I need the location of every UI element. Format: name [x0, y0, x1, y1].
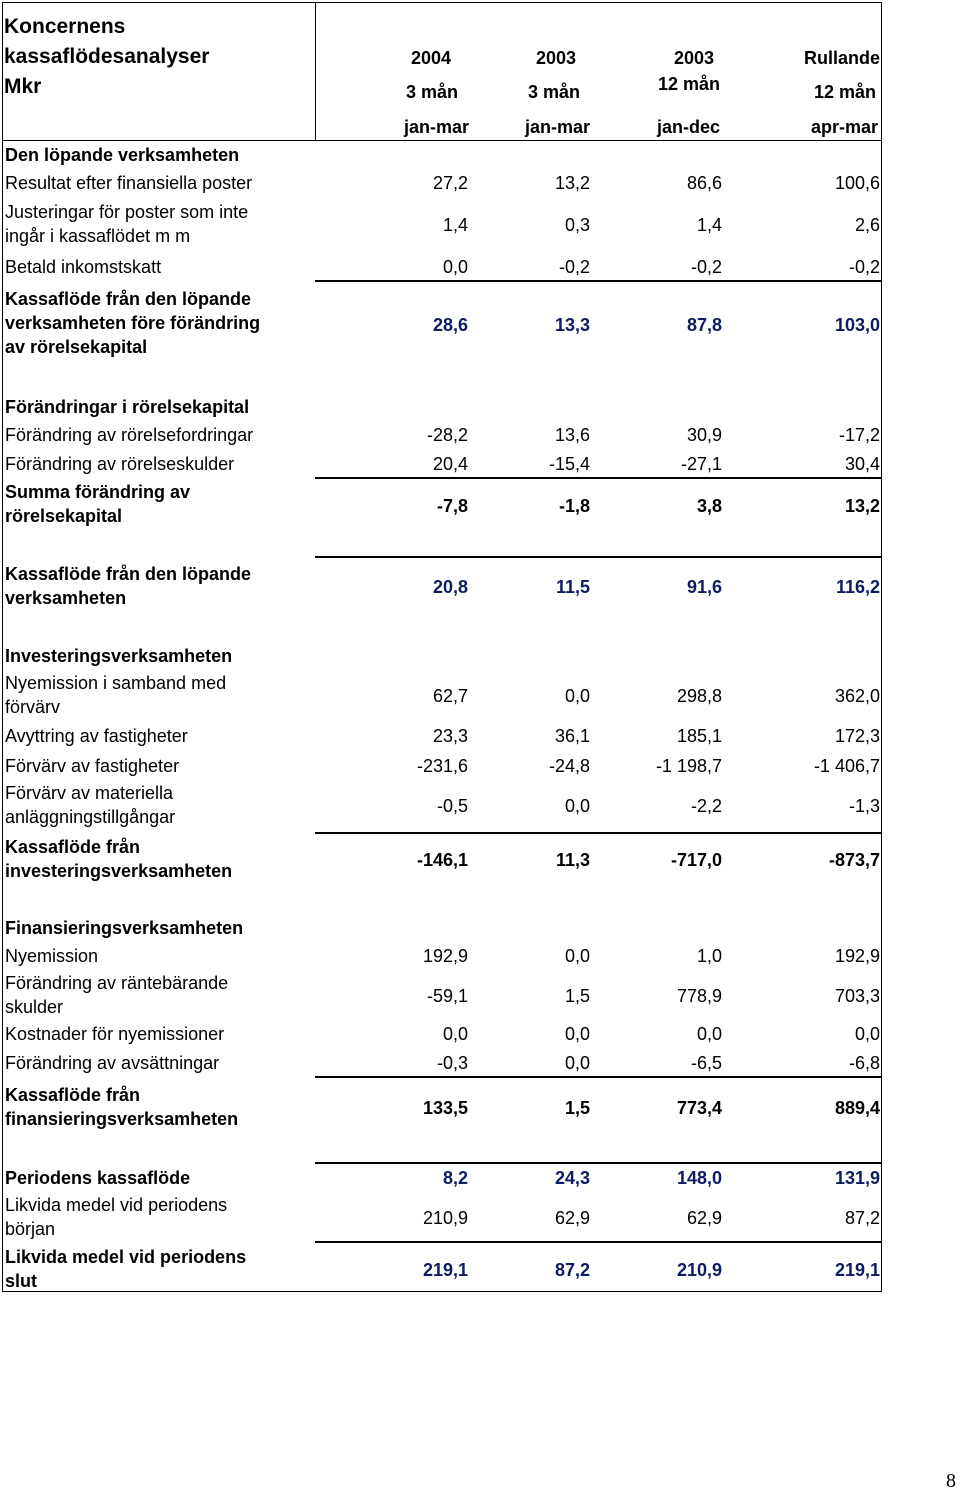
cell-value: 23,3 [432, 726, 468, 746]
cell-value: -6,8 [848, 1053, 880, 1073]
cell-value: 11,5 [555, 577, 590, 597]
cell-value: 0,0 [564, 1024, 590, 1044]
cell-value: 0,0 [854, 1024, 880, 1044]
cell-value: -15,4 [548, 454, 590, 474]
row-label-cont: rörelsekapital [5, 506, 123, 526]
cell-value: 210,9 [676, 1260, 722, 1280]
cell-value: 0,0 [696, 1024, 722, 1044]
cell-value: -7,8 [436, 496, 468, 516]
row-label: Periodens kassaflöde [5, 1168, 191, 1188]
cell-value: -24,8 [548, 756, 590, 776]
cell-value: -717,0 [670, 850, 722, 870]
col3-length: 12 mån [657, 74, 720, 94]
cell-value: 36,1 [554, 726, 590, 746]
cell-value: 1,4 [442, 215, 468, 235]
row-label: Förändring av rörelseskulder [5, 454, 235, 474]
cell-value: 62,7 [432, 686, 468, 706]
row-label: Betald inkomstskatt [5, 257, 162, 277]
cell-value: 298,8 [676, 686, 722, 706]
row-label: Förändringar i rörelsekapital [5, 397, 250, 417]
cell-value: -1,8 [558, 496, 590, 516]
cell-value: 0,0 [564, 946, 590, 966]
cell-value: 133,5 [422, 1098, 468, 1118]
row-label: Förändring av räntebärande [5, 973, 229, 993]
cell-value: 192,9 [422, 946, 468, 966]
row-label: Avyttring av fastigheter [5, 726, 188, 746]
table-title-line2: kassaflödesanalyser [4, 45, 210, 68]
cell-value: -0,2 [690, 257, 722, 277]
row-label-cont: verksamheten före förändring [5, 313, 261, 333]
row-separator [315, 1162, 882, 1164]
cell-value: 148,0 [676, 1168, 722, 1188]
row-label: Förvärv av materiella [5, 783, 174, 803]
row-label: Kassaflöde från den löpande [5, 564, 252, 584]
col2-year: 2003 [535, 48, 576, 68]
row-label: Förändring av rörelsefordringar [5, 425, 254, 445]
row-label-cont: början [5, 1219, 56, 1239]
cell-value: 20,4 [432, 454, 468, 474]
cell-value: 116,2 [835, 577, 880, 597]
cell-value: -27,1 [680, 454, 722, 474]
row-separator [315, 1076, 882, 1078]
row-separator [315, 477, 882, 479]
cell-value: 8,2 [442, 1168, 468, 1188]
col4-period: apr-mar [810, 117, 878, 137]
col4-length: 12 mån [813, 82, 876, 102]
row-label-cont: anläggningstillgångar [5, 807, 176, 827]
col3-year: 2003 [673, 48, 714, 68]
row-label: Likvida medel vid periodens [5, 1195, 228, 1215]
cell-value: -1 198,7 [655, 756, 722, 776]
cell-value: 0,0 [564, 686, 590, 706]
row-label: Kassaflöde från den löpande [5, 289, 252, 309]
cell-value: 20,8 [432, 577, 468, 597]
cell-value: 0,0 [442, 257, 468, 277]
row-label: Kassaflöde från [5, 1085, 141, 1105]
cell-value: 27,2 [432, 173, 468, 193]
row-separator [315, 556, 882, 558]
row-label-cont: förvärv [5, 697, 61, 717]
cell-value: 1,5 [564, 986, 590, 1006]
row-label-cont: skulder [5, 997, 64, 1017]
cell-value: -873,7 [828, 850, 880, 870]
cell-value: -17,2 [838, 425, 880, 445]
col1-length: 3 mån [405, 82, 458, 102]
row-label: Resultat efter finansiella poster [5, 173, 253, 193]
col2-period: jan-mar [524, 117, 590, 137]
row-label: Nyemission i samband med [5, 673, 227, 693]
col3-period: jan-dec [656, 117, 720, 137]
row-label-cont: finansieringsverksamheten [5, 1109, 239, 1129]
table-title-unit: Mkr [4, 75, 42, 98]
cell-value: 778,9 [676, 986, 722, 1006]
cell-value: 24,3 [554, 1168, 590, 1188]
row-label-cont: av rörelsekapital [5, 337, 148, 357]
cell-value: 13,2 [554, 173, 590, 193]
row-label: Förändring av avsättningar [5, 1053, 220, 1073]
cell-value: 889,4 [834, 1098, 880, 1118]
row-label: Finansieringsverksamheten [5, 918, 244, 938]
cell-value: 103,0 [834, 315, 880, 335]
cell-value: 13,6 [554, 425, 590, 445]
cell-value: 131,9 [834, 1168, 880, 1188]
cell-value: 11,3 [555, 850, 590, 870]
cell-value: 2,6 [854, 215, 880, 235]
row-label: Den löpande verksamheten [5, 145, 240, 165]
cell-value: 30,9 [686, 425, 722, 445]
row-label: Förvärv av fastigheter [5, 756, 180, 776]
cell-value: 185,1 [676, 726, 722, 746]
row-label-cont: verksamheten [5, 588, 127, 608]
cell-value: -1 406,7 [813, 756, 880, 776]
cell-value: 219,1 [422, 1260, 468, 1280]
cell-value: -2,2 [690, 796, 722, 816]
cell-value: 1,4 [696, 215, 722, 235]
cell-value: 87,2 [844, 1208, 880, 1228]
cell-value: 1,0 [696, 946, 722, 966]
cell-value: 62,9 [686, 1208, 722, 1228]
row-label: Justeringar för poster som inte [5, 202, 249, 222]
cell-value: 62,9 [554, 1208, 590, 1228]
cell-value: 13,3 [554, 315, 590, 335]
cell-value: 0,0 [564, 1053, 590, 1073]
row-separator [315, 280, 882, 282]
cell-value: -1,3 [848, 796, 880, 816]
cell-value: 773,4 [676, 1098, 722, 1118]
col1-period: jan-mar [403, 117, 469, 137]
header-divider-horizontal [2, 140, 882, 141]
cell-value: -146,1 [416, 850, 468, 870]
cell-value: 172,3 [834, 726, 880, 746]
page-number: 8 [946, 1470, 956, 1492]
cell-value: 362,0 [834, 686, 880, 706]
cell-value: 87,8 [686, 315, 722, 335]
cell-value: 0,0 [442, 1024, 468, 1044]
row-label: Summa förändring av [5, 482, 191, 502]
cell-value: 87,2 [554, 1260, 590, 1280]
row-label: Likvida medel vid periodens [5, 1247, 247, 1267]
cell-value: -231,6 [416, 756, 468, 776]
cell-value: 28,6 [432, 315, 468, 335]
cell-value: 210,9 [422, 1208, 468, 1228]
header-divider-vertical [315, 2, 316, 140]
cell-value: 703,3 [834, 986, 880, 1006]
cell-value: 219,1 [834, 1260, 880, 1280]
cell-value: 91,6 [686, 577, 722, 597]
cell-value: 13,2 [844, 496, 880, 516]
row-label: Investeringsverksamheten [5, 646, 233, 666]
cell-value: 192,9 [834, 946, 880, 966]
cell-value: -6,5 [690, 1053, 722, 1073]
cell-value: -0,5 [436, 796, 468, 816]
row-label-cont: investeringsverksamheten [5, 861, 233, 881]
cell-value: -59,1 [426, 986, 468, 1006]
cell-value: 3,8 [696, 496, 722, 516]
row-separator [315, 1241, 882, 1243]
col2-length: 3 mån [527, 82, 580, 102]
cell-value: -0,2 [558, 257, 590, 277]
cell-value: 0,3 [564, 215, 590, 235]
cell-value: -28,2 [426, 425, 468, 445]
cell-value: 100,6 [834, 173, 880, 193]
cell-value: 30,4 [844, 454, 880, 474]
cell-value: -0,3 [436, 1053, 468, 1073]
row-label-cont: ingår i kassaflödet m m [5, 226, 191, 246]
cell-value: -0,2 [848, 257, 880, 277]
table-title-line1: Koncernens [4, 15, 126, 38]
cell-value: 0,0 [564, 796, 590, 816]
row-separator [315, 832, 882, 834]
row-label: Kassaflöde från [5, 837, 141, 857]
cell-value: 86,6 [686, 173, 722, 193]
col4-year: Rullande [803, 48, 880, 68]
cell-value: 1,5 [564, 1098, 590, 1118]
row-label: Nyemission [5, 946, 99, 966]
row-label-cont: slut [5, 1271, 38, 1291]
row-label: Kostnader för nyemissioner [5, 1024, 225, 1044]
col1-year: 2004 [410, 48, 451, 68]
